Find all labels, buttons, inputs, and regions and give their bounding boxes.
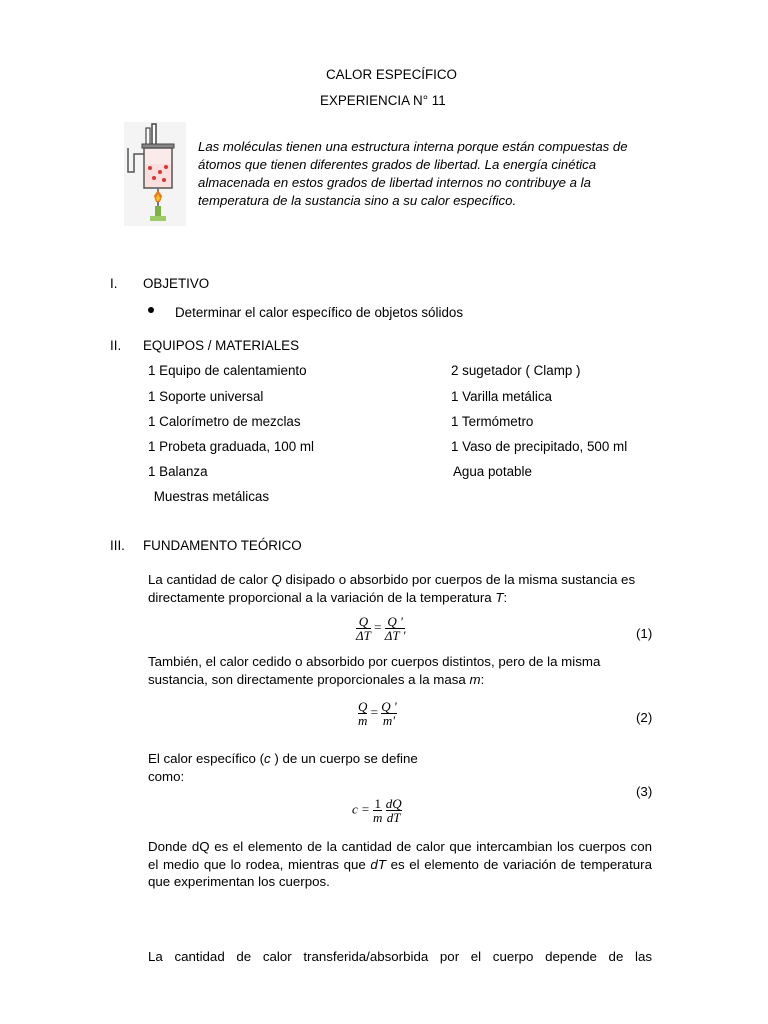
theory-paragraph-4: Donde dQ es el elemento de la cantidad de calor que intercambian los cuerpos con el medio que lo rodea, mientras que dT es el elemento de variación de temperatura que experimentan los cuerpos.: [148, 839, 652, 889]
page-title: CALOR ESPECÍFICO: [326, 67, 457, 82]
equation-1: $\frac{Q}{\Delta T}$ = $\frac{Q '}{\Delta T '}$: [356, 614, 406, 643]
material-item: 1 Varilla metálica: [451, 389, 552, 404]
material-item: 1 Equipo de calentamiento: [148, 363, 307, 378]
material-item: 1 Termómetro: [451, 414, 534, 429]
calorimeter-illustration: [120, 120, 188, 228]
theory-paragraph-2: También, el calor cedido o absorbido por cuerpos distintos, pero de la misma sustancia, son directamente proporcionales a la masa m:: [148, 654, 601, 687]
section-2-title: EQUIPOS / MATERIALES: [143, 338, 300, 353]
intro-paragraph: Las moléculas tienen una estructura interna porque están compuestas de átomos que tienen diferentes grados de libertad. La energía cinética almacenada en estos grados de libertad internos no contribuye a la temperatura de la sustancia sino a su calor específico.: [198, 139, 628, 208]
material-item: 1 Calorímetro de mezclas: [148, 414, 301, 429]
experiment-number: EXPERIENCIA N° 11: [320, 93, 446, 108]
material-item: 1 Probeta graduada, 100 ml: [148, 439, 315, 454]
material-item: 1 Vaso de precipitado, 500 ml: [451, 439, 628, 454]
var-m: m: [469, 671, 481, 687]
theory-paragraph-1: La cantidad de calor Q disipado o absorbido por cuerpos de la misma sustancia es directamente proporcional a la variación de la temperatura T:: [148, 572, 636, 605]
var-t: T: [495, 589, 504, 605]
objective-item: Determinar el calor específico de objetos sólidos: [175, 305, 464, 320]
section-3-number: III.: [110, 538, 125, 553]
section-3-title: FUNDAMENTO TEÓRICO: [143, 538, 302, 553]
material-item: Agua potable: [450, 464, 532, 479]
var-q: Q: [271, 572, 282, 587]
section-1-title: OBJETIVO: [143, 276, 210, 291]
section-2-number: II.: [110, 338, 122, 353]
equation-3-number: (3): [636, 784, 653, 799]
equation-2: $\frac{Q}{m}$ = $\frac{Q '}{m'}$: [358, 699, 397, 728]
equation-2-number: (2): [636, 710, 653, 725]
material-item: 1 Soporte universal: [148, 389, 264, 404]
material-item: Muestras metálicas: [150, 489, 270, 504]
material-item: 2 sugetador ( Clamp ): [451, 363, 581, 378]
bullet-icon: [148, 307, 154, 313]
equation-1-number: (1): [636, 626, 653, 641]
section-1-number: I.: [110, 276, 118, 291]
material-item: 1 Balanza: [148, 464, 208, 479]
theory-paragraph-5: La cantidad de calor transferida/absorbida por el cuerpo depende de las: [148, 949, 652, 964]
theory-paragraph-3: El calor específico (c ) de un cuerpo se define como:: [148, 751, 418, 784]
var-c: c: [264, 751, 271, 766]
equation-3: c = $\frac{1}{m}$ $\frac{dQ}{dT}$: [352, 796, 402, 825]
var-dt: dT: [370, 856, 386, 872]
